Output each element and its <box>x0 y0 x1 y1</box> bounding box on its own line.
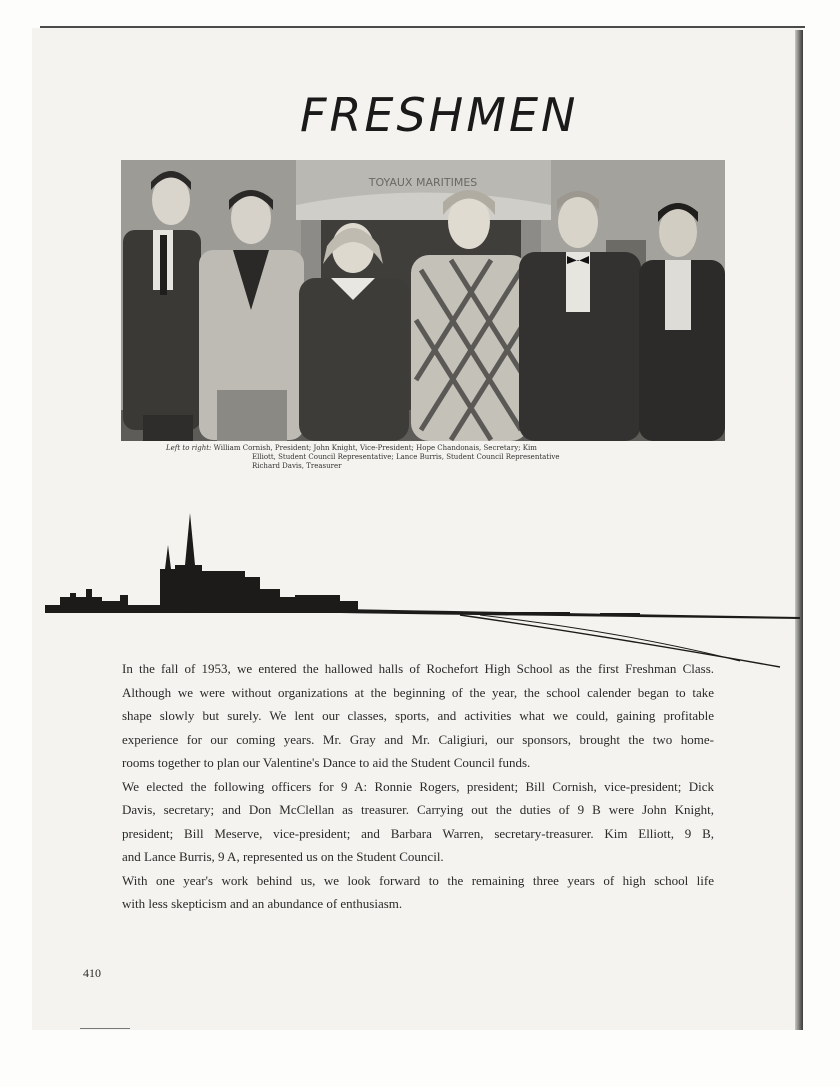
body-line: with less skepticism and an abundance of enthusiasm. <box>122 896 403 911</box>
building-sign: TOYAUX MARITIMES <box>368 176 478 189</box>
body-line: experience for our coming years. Mr. Gray and Mr. Caligiuri, our sponsors, brought the two home- <box>122 731 714 747</box>
caption-line-3: Richard Davis, Treasurer <box>252 462 342 470</box>
body-line: and Lance Burris, 9 A, represented us on the Student Council. <box>122 849 444 864</box>
caption-line-1: William Cornish, President; John Knight, Vice-President; Hope Chandonais, Secretary; Kim <box>213 444 537 452</box>
caption-lead: Left to right: <box>166 444 212 452</box>
page-title: FRESHMEN <box>300 88 579 142</box>
body-line: With one year's work behind us, we look forward to the remaining three years of high school life <box>122 872 714 888</box>
page-number: 410 <box>83 966 101 980</box>
group-photo-illustration <box>121 160 725 441</box>
body-line: shape slowly but surely. We lent our classes, sports, and activities what we could, gaining profitable <box>122 708 714 723</box>
page-bottom-mark <box>80 1028 130 1029</box>
group-photo <box>121 160 725 441</box>
body-line: president; Bill Meserve, vice-president; and Barbara Warren, secretary-treasurer. Kim Elliott, 9 B, <box>122 825 714 841</box>
body-line: rooms together to plan our Valentine's Dance to aid the Student Council funds. <box>122 755 531 770</box>
photo-caption <box>166 444 686 471</box>
body-text <box>122 657 714 916</box>
body-line: Although we were without organizations at the beginning of the year, the school calender began to take <box>122 684 714 700</box>
page-top-edge <box>40 26 805 28</box>
caption-line-2: Elliott, Student Council Representative; Lance Burris, Student Council Representative <box>252 453 560 461</box>
body-line: In the fall of 1953, we entered the hallowed halls of Rochefort High School as the first Freshman Class. <box>122 661 714 676</box>
body-line: Davis, secretary; and Don McClellan as treasurer. Carrying out the duties of 9 B were John Knight, <box>122 802 714 817</box>
cathedral-skyline-illustration <box>40 505 800 675</box>
body-line: We elected the following officers for 9 A: Ronnie Rogers, president; Bill Cornish, vice-president; Dick <box>122 778 714 794</box>
